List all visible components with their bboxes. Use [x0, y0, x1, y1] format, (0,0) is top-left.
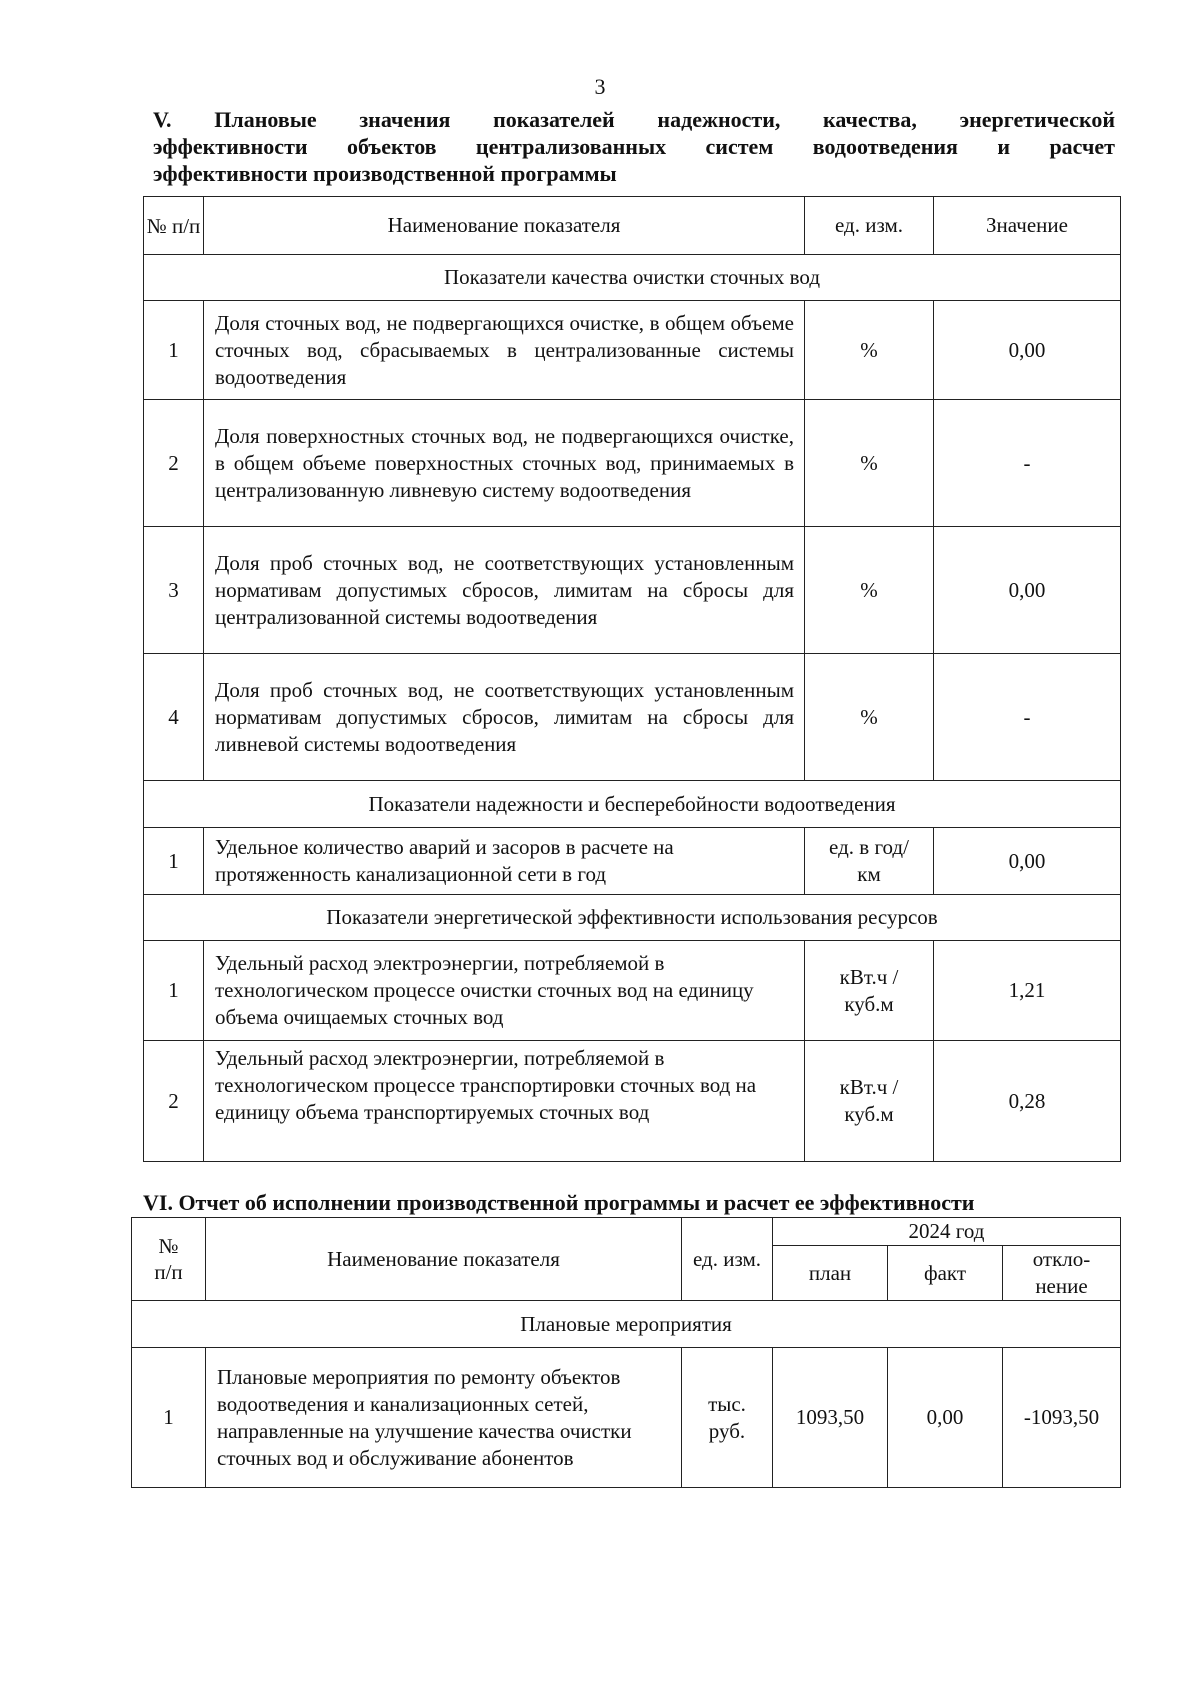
table-row: [144, 1041, 1121, 1162]
deviation-column-header: откло- нение: [1003, 1246, 1121, 1301]
year-column-header: 2024 год: [773, 1218, 1121, 1246]
indicator-name: Доля сточных вод, не подвергающихся очистке, в общем объеме сточных вод, сбрасываемых в централизованные системы водоотведения: [204, 301, 805, 400]
fact-value: 0,00: [888, 1348, 1003, 1488]
indicator-name: Доля проб сточных вод, не соответствующих установленным нормативам допустимых сбросов, лимитам на сбросы для ливневой системы водоотведения: [204, 654, 805, 781]
plan-value: 1093,50: [773, 1348, 888, 1488]
row-number: 4: [144, 654, 204, 781]
value: 0,00: [934, 828, 1121, 895]
row-number: 3: [144, 527, 204, 654]
indicators-table: [143, 196, 1121, 1162]
table-row: [144, 941, 1121, 1041]
unit-column-header: ед. изм.: [805, 197, 934, 255]
table-row: [144, 828, 1121, 895]
indicator-name: Удельное количество аварий и засоров в расчете на протяженность канализационной сети в год: [204, 828, 805, 895]
value: -: [934, 654, 1121, 781]
section-row: [132, 1301, 1121, 1348]
unit: %: [805, 654, 934, 781]
table-header-row: [132, 1218, 1121, 1246]
unit-column-header: ед. изм.: [682, 1218, 773, 1301]
section5-heading-line: V. Плановые значения показателей надежности, качества, энергетической: [153, 107, 1115, 132]
value: 0,28: [934, 1041, 1121, 1162]
table-row: [144, 654, 1121, 781]
group-title: Плановые мероприятия: [132, 1301, 1121, 1348]
row-number: 1: [132, 1348, 206, 1488]
group-title: Показатели энергетической эффективности использования ресурсов: [144, 895, 1121, 941]
num-column-header: № п/п: [144, 197, 204, 255]
indicator-name: Удельный расход электроэнергии, потребляемой в технологическом процессе очистки сточных вод на единицу объема очищаемых сточных вод: [204, 941, 805, 1041]
report-table: [131, 1217, 1121, 1488]
measure-name: Плановые мероприятия по ремонту объектов водоотведения и канализационных сетей, направленные на улучшение качества очистки сточных вод и обслуживание абонентов: [206, 1348, 682, 1488]
section5-heading: [153, 106, 1115, 187]
section-row: [144, 255, 1121, 301]
unit: %: [805, 400, 934, 527]
group-title: Показатели надежности и бесперебойности водоотведения: [144, 781, 1121, 828]
section6-heading: VI. Отчет об исполнении производственной программы и расчет ее эффективности: [143, 1190, 975, 1215]
unit: ед. в год/ км: [805, 828, 934, 895]
table-row: [144, 301, 1121, 400]
indicator-name: Доля проб сточных вод, не соответствующих установленным нормативам допустимых сбросов, лимитам на сбросы для централизованной системы водоотведения: [204, 527, 805, 654]
row-number: 2: [144, 400, 204, 527]
indicator-name: Доля поверхностных сточных вод, не подвергающихся очистке, в общем объеме поверхностных сточных вод, принимаемых в централизованную ливневую систему водоотведения: [204, 400, 805, 527]
table-header-row: [144, 197, 1121, 255]
section5-heading-line: эффективности производственной программы: [153, 161, 617, 186]
unit: кВт.ч / куб.м: [805, 941, 934, 1041]
value-column-header: Значение: [934, 197, 1121, 255]
value: 1,21: [934, 941, 1121, 1041]
deviation-value: -1093,50: [1003, 1348, 1121, 1488]
indicator-name: Удельный расход электроэнергии, потребляемой в технологическом процессе транспортировки сточных вод на единицу объема транспортируемых сточных вод: [204, 1041, 805, 1162]
name-column-header: Наименование показателя: [204, 197, 805, 255]
table-row: [132, 1348, 1121, 1488]
table-row: [144, 400, 1121, 527]
row-number: 1: [144, 941, 204, 1041]
name-column-header: Наименование показателя: [206, 1218, 682, 1301]
row-number: 1: [144, 301, 204, 400]
plan-column-header: план: [773, 1246, 888, 1301]
section-row: [144, 781, 1121, 828]
section-row: [144, 895, 1121, 941]
unit: тыс. руб.: [682, 1348, 773, 1488]
group-title: Показатели качества очистки сточных вод: [144, 255, 1121, 301]
fact-column-header: факт: [888, 1246, 1003, 1301]
value: -: [934, 400, 1121, 527]
row-number: 2: [144, 1041, 204, 1162]
num-column-header: № п/п: [132, 1218, 206, 1301]
unit: %: [805, 301, 934, 400]
table-row: [144, 527, 1121, 654]
row-number: 1: [144, 828, 204, 895]
unit: кВт.ч / куб.м: [805, 1041, 934, 1162]
section5-heading-line: эффективности объектов централизованных систем водоотведения и расчет: [153, 134, 1115, 159]
value: 0,00: [934, 527, 1121, 654]
unit: %: [805, 527, 934, 654]
page-number: 3: [594, 74, 606, 99]
value: 0,00: [934, 301, 1121, 400]
